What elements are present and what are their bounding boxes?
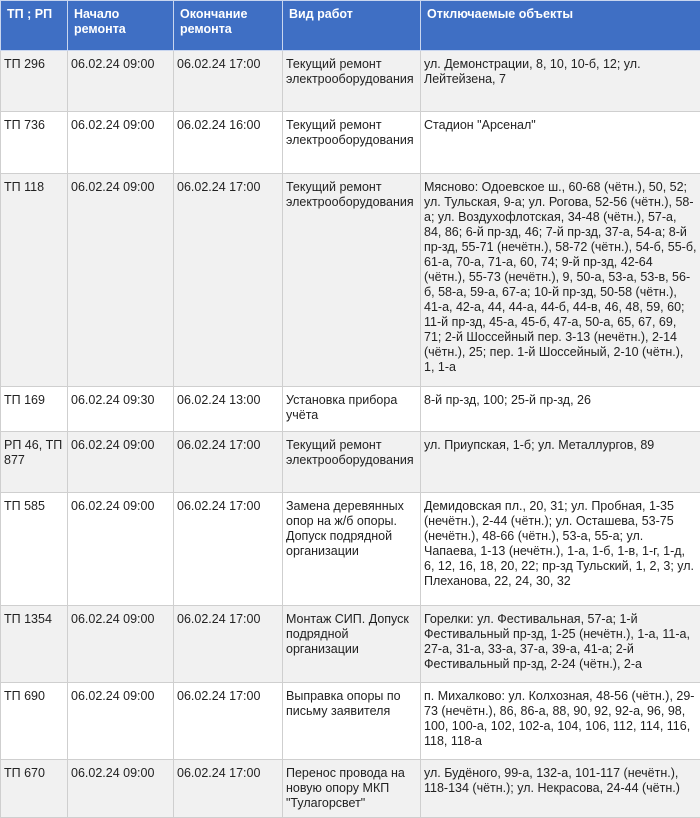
cell-end: 06.02.24 17:00 bbox=[174, 606, 283, 683]
cell-tp: ТП 736 bbox=[1, 112, 68, 174]
table-row bbox=[1, 51, 700, 112]
cell-start: 06.02.24 09:00 bbox=[68, 432, 174, 493]
cell-tp: ТП 1354 bbox=[1, 606, 68, 683]
cell-tp: ТП 690 bbox=[1, 683, 68, 760]
cell-work: Текущий ремонт электрооборудования bbox=[283, 112, 421, 174]
header-tp: ТП ; РП bbox=[1, 1, 68, 51]
cell-start: 06.02.24 09:00 bbox=[68, 760, 174, 818]
cell-start: 06.02.24 09:30 bbox=[68, 387, 174, 432]
cell-tp: ТП 118 bbox=[1, 174, 68, 387]
cell-tp: ТП 169 bbox=[1, 387, 68, 432]
header-start: Начало ремонта bbox=[68, 1, 174, 51]
table-row bbox=[1, 683, 700, 760]
table-row bbox=[1, 112, 700, 174]
table-row bbox=[1, 760, 700, 818]
header-end: Окончание ремонта bbox=[174, 1, 283, 51]
cell-objects: Стадион "Арсенал" bbox=[421, 112, 700, 174]
cell-work: Выправка опоры по письму заявителя bbox=[283, 683, 421, 760]
cell-end: 06.02.24 17:00 bbox=[174, 174, 283, 387]
cell-work: Текущий ремонт электрооборудования bbox=[283, 432, 421, 493]
cell-end: 06.02.24 16:00 bbox=[174, 112, 283, 174]
table-row bbox=[1, 493, 700, 606]
cell-start: 06.02.24 09:00 bbox=[68, 606, 174, 683]
cell-start: 06.02.24 09:00 bbox=[68, 51, 174, 112]
table-row bbox=[1, 174, 700, 387]
cell-tp: ТП 670 bbox=[1, 760, 68, 818]
cell-objects: ул. Будёного, 99-а, 132-а, 101-117 (нечётн.), 118-134 (чётн.); ул. Некрасова, 24-44 (чётн.) bbox=[421, 760, 700, 818]
cell-start: 06.02.24 09:00 bbox=[68, 112, 174, 174]
cell-work: Монтаж СИП. Допуск подрядной организации bbox=[283, 606, 421, 683]
cell-end: 06.02.24 17:00 bbox=[174, 432, 283, 493]
cell-end: 06.02.24 17:00 bbox=[174, 683, 283, 760]
cell-objects: Демидовская пл., 20, 31; ул. Пробная, 1-35 (нечётн.), 2-44 (чётн.); ул. Осташева, 53-75 (нечётн.), 48-66 (чётн.), 53-а, 55-а; ул. Чапаева, 1-13 (нечётн.), 1-а, 1-б, 1-в, 1-г, 1-д, 6, 12, 16, 18, 20, 22; пр-зд Тульский, 1, 2, 3; ул. Плеханова, 22, 24, 30, 32 bbox=[421, 493, 700, 606]
cell-tp: РП 46, ТП 877 bbox=[1, 432, 68, 493]
cell-objects: Горелки: ул. Фестивальная, 57-а; 1-й Фестивальный пр-зд, 1-25 (нечётн.), 1-а, 11-а, 27-а, 31-а, 33-а, 37-а, 39-а, 41-а; 2-й Фестивальный пр-зд, 2-24 (чётн.), 2-а bbox=[421, 606, 700, 683]
cell-objects: 8-й пр-зд, 100; 25-й пр-зд, 26 bbox=[421, 387, 700, 432]
cell-work: Замена деревянных опор на ж/б опоры. Допуск подрядной организации bbox=[283, 493, 421, 606]
cell-objects: ул. Приупская, 1-б; ул. Металлургов, 89 bbox=[421, 432, 700, 493]
cell-objects: п. Михалково: ул. Колхозная, 48-56 (чётн.), 29-73 (нечётн.), 86, 86-а, 88, 90, 92, 92-а, 96, 98, 100, 100-а, 102, 102-а, 104, 106, 112, 114, 116, 118, 118-а bbox=[421, 683, 700, 760]
table-header-row bbox=[1, 1, 700, 51]
header-objects: Отключаемые объекты bbox=[421, 1, 700, 51]
cell-objects: ул. Демонстрации, 8, 10, 10-б, 12; ул. Лейтейзена, 7 bbox=[421, 51, 700, 112]
cell-tp: ТП 296 bbox=[1, 51, 68, 112]
header-work-type: Вид работ bbox=[283, 1, 421, 51]
cell-work: Текущий ремонт электрооборудования bbox=[283, 174, 421, 387]
cell-end: 06.02.24 17:00 bbox=[174, 493, 283, 606]
cell-start: 06.02.24 09:00 bbox=[68, 683, 174, 760]
cell-end: 06.02.24 13:00 bbox=[174, 387, 283, 432]
cell-work: Текущий ремонт электрооборудования bbox=[283, 51, 421, 112]
table-row bbox=[1, 432, 700, 493]
cell-start: 06.02.24 09:00 bbox=[68, 493, 174, 606]
cell-start: 06.02.24 09:00 bbox=[68, 174, 174, 387]
cell-tp: ТП 585 bbox=[1, 493, 68, 606]
cell-objects: Мясново: Одоевское ш., 60-68 (чётн.), 50, 52; ул. Тульская, 9-а; ул. Рогова, 52-56 (чётн.), 58-а; ул. Воздухофлотская, 34-48 (чётн.), 57-а, 84, 86; 6-й пр-зд, 46; 7-й пр-зд, 37-а, 54-а; 8-й пр-зд, 55-71 (нечётн.), 58-72 (чётн.), 54-б, 55-б, 61-а, 70-а, 71-а, 60, 74; 9-й пр-зд, 42-64 (чётн.), 55-73 (нечётн.), 9, 50-а, 53-а, 53-в, 56-б, 58-а, 59-а, 67-а; 10-й пр-зд, 50-58 (чётн.), 41-а, 42-а, 44, 44-а, 44-б, 44-в, 46, 48, 59, 60; 11-й пр-зд, 45-а, 45-б, 47-а, 50-а, 65, 67, 69, 71; 2-й Шоссейный пер. 3-13 (нечётн.), 2-14 (чётн.), 25; пер. 1-й Шоссейный, 2-10 (чётн.), 1, 1-а bbox=[421, 174, 700, 387]
table-row bbox=[1, 606, 700, 683]
table-row bbox=[1, 387, 700, 432]
cell-work: Установка прибора учёта bbox=[283, 387, 421, 432]
cell-work: Перенос провода на новую опору МКП "Тулагорсвет" bbox=[283, 760, 421, 818]
cell-end: 06.02.24 17:00 bbox=[174, 760, 283, 818]
cell-end: 06.02.24 17:00 bbox=[174, 51, 283, 112]
